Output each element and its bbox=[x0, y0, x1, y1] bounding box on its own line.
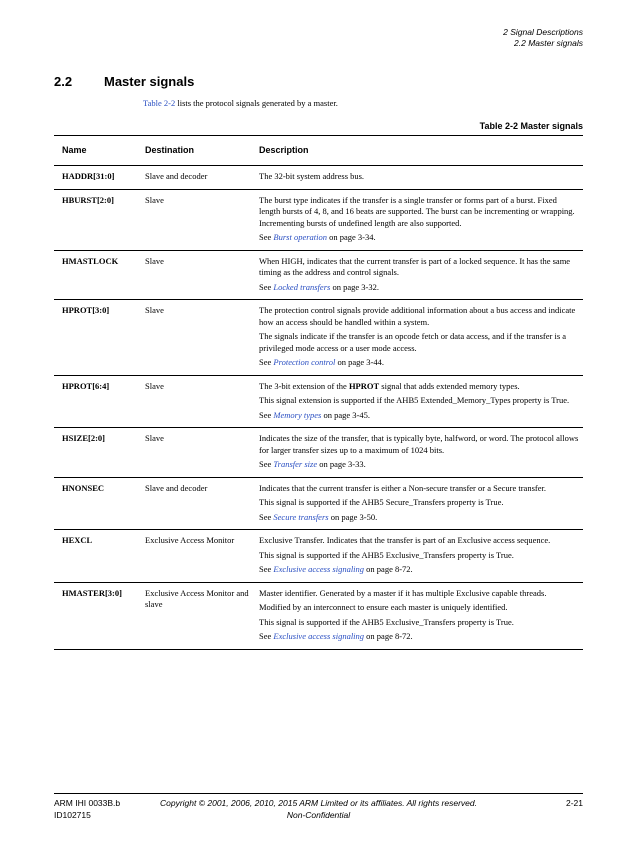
signal-description bbox=[259, 256, 583, 294]
cross-reference-link[interactable]: Protection control bbox=[273, 357, 336, 367]
header-section: 2.2 Master signals bbox=[514, 38, 583, 48]
page-reference: on page 3-44. bbox=[335, 357, 384, 367]
confidentiality-label: Non-Confidential bbox=[286, 809, 351, 820]
description-paragraph bbox=[259, 232, 579, 244]
see-prefix: See bbox=[259, 631, 274, 641]
description-paragraph: When HIGH, indicates that the current transfer is part of a locked sequence. It has the same timing as the address and control signals. bbox=[259, 255, 571, 277]
description-paragraph bbox=[259, 459, 579, 471]
page-footer bbox=[54, 793, 583, 820]
description-paragraph: This signal is supported if the AHB5 Exclusive_Transfers property is True. bbox=[259, 549, 514, 560]
description-paragraph: Indicates that the current transfer is either a Non-secure transfer or a Secure transfer. bbox=[259, 482, 546, 493]
table-row bbox=[54, 376, 583, 429]
description-paragraph: The signals indicate if the transfer is an opcode fetch or data access, and if the transfer is a privileged mode access or a user mode access. bbox=[259, 331, 567, 353]
description-paragraph bbox=[259, 410, 579, 422]
page-reference: on page 3-34. bbox=[327, 232, 376, 242]
see-prefix: See bbox=[259, 232, 274, 242]
signal-description bbox=[259, 588, 583, 643]
table-header-row bbox=[54, 135, 583, 166]
description-paragraph: This signal is supported if the AHB5 Secure_Transfers property is True. bbox=[259, 497, 504, 507]
description-paragraph: The 32-bit system address bus. bbox=[259, 171, 365, 181]
signal-destination: Exclusive Access Monitor bbox=[145, 535, 235, 545]
description-paragraph: Indicates the size of the transfer, that is typically byte, halfword, or word. The protocol allows for larger transfer sizes up to a maximum of 1024 bits. bbox=[259, 433, 579, 455]
table-row bbox=[54, 251, 583, 301]
signal-destination: Slave bbox=[145, 433, 164, 443]
signal-name: HEXCL bbox=[62, 535, 93, 545]
copyright-notice: Copyright © 2001, 2006, 2010, 2015 ARM Limited or its affiliates. All rights reserved. bbox=[160, 798, 477, 808]
table-ref-link[interactable]: Table 2-2 bbox=[143, 98, 176, 108]
table-row bbox=[54, 166, 583, 190]
table-row bbox=[54, 300, 583, 376]
signal-destination: Slave bbox=[145, 380, 164, 391]
page-reference: on page 3-50. bbox=[328, 511, 378, 522]
description-paragraph bbox=[259, 512, 579, 524]
cross-reference-link[interactable]: Locked transfers bbox=[273, 281, 331, 292]
see-prefix: See bbox=[259, 409, 274, 420]
see-prefix: See bbox=[259, 511, 274, 522]
column-header-destination: Destination bbox=[145, 144, 195, 155]
signal-destination: Exclusive Access Monitor and slave bbox=[145, 587, 249, 609]
description-paragraph: The burst type indicates if the transfer is a single transfer or forms part of a burst. Fixed length bursts of 4, 8, and 16 beats are supported. The burst can be incrementing or wrapping. Incrementing bursts of undefined length are also supported. bbox=[259, 194, 575, 228]
page-reference: on page 8-72. bbox=[364, 564, 413, 574]
signal-name: HMASTER[3:0] bbox=[62, 587, 122, 598]
table-row bbox=[54, 583, 583, 650]
cross-reference-link[interactable]: Exclusive access signaling bbox=[273, 631, 365, 641]
signal-name: HPROT[3:0] bbox=[62, 305, 110, 315]
header-chapter: 2 Signal Descriptions bbox=[503, 27, 583, 37]
table-row bbox=[54, 428, 583, 478]
signal-description bbox=[259, 195, 583, 244]
signal-destination: Slave bbox=[145, 305, 164, 315]
column-header-name: Name bbox=[62, 144, 87, 155]
description-paragraph bbox=[259, 357, 579, 369]
page-reference: on page 8-72. bbox=[364, 631, 413, 641]
section-title: Master signals bbox=[104, 74, 195, 89]
table-row bbox=[54, 190, 583, 251]
signal-description bbox=[259, 433, 583, 471]
description-paragraph bbox=[259, 564, 579, 576]
table-body bbox=[54, 166, 583, 650]
page-number: 2-21 bbox=[565, 798, 583, 808]
signal-mention: HPROT bbox=[348, 380, 380, 391]
cross-reference-link[interactable]: Burst operation bbox=[273, 232, 328, 242]
signal-destination: Slave and decoder bbox=[145, 482, 208, 493]
signal-name: HNONSEC bbox=[62, 482, 105, 493]
table-row bbox=[54, 530, 583, 583]
signal-destination: Slave bbox=[145, 255, 164, 266]
cross-reference-link[interactable]: Exclusive access signaling bbox=[273, 564, 365, 574]
cross-reference-link[interactable]: Secure transfers bbox=[273, 511, 329, 522]
signal-description bbox=[259, 483, 583, 524]
cross-reference-link[interactable]: Transfer size bbox=[273, 459, 318, 469]
signal-name: HMASTLOCK bbox=[62, 255, 119, 266]
description-paragraph: Modified by an interconnect to ensure each master is uniquely identified. bbox=[259, 602, 508, 612]
running-header bbox=[503, 27, 583, 49]
column-header-description: Description bbox=[259, 144, 309, 155]
description-paragraph: The protection control signals provide additional information about a bus access and indicate how an access should be handled within a system. bbox=[259, 305, 576, 327]
section-heading bbox=[54, 74, 194, 89]
description-paragraph: Master identifier. Generated by a master if it has multiple Exclusive capable threads. bbox=[259, 587, 547, 598]
see-prefix: See bbox=[259, 564, 274, 574]
signal-destination: Slave bbox=[145, 194, 164, 205]
see-prefix: See bbox=[259, 459, 274, 469]
signal-name: HADDR[31:0] bbox=[62, 171, 115, 181]
signal-description bbox=[259, 305, 583, 369]
document-id: ARM IHI 0033B.b bbox=[54, 798, 121, 808]
intro-paragraph bbox=[143, 98, 338, 108]
description-paragraph bbox=[259, 631, 579, 643]
description-text: signal that adds extended memory types. bbox=[379, 380, 520, 391]
master-signals-table bbox=[54, 135, 583, 650]
signal-destination: Slave and decoder bbox=[145, 171, 208, 181]
signal-name: HBURST[2:0] bbox=[62, 194, 114, 205]
document-id-code: ID102715 bbox=[54, 809, 91, 820]
footer-center bbox=[54, 798, 583, 821]
intro-text: lists the protocol signals generated by a master. bbox=[175, 98, 338, 108]
description-paragraph: This signal extension is supported if the AHB5 Extended_Memory_Types property is True. bbox=[259, 395, 570, 405]
section-number: 2.2 bbox=[54, 74, 73, 89]
see-prefix: See bbox=[259, 281, 274, 292]
see-prefix: See bbox=[259, 357, 274, 367]
description-paragraph bbox=[259, 381, 579, 393]
signal-name: HSIZE[2:0] bbox=[62, 433, 105, 443]
description-paragraph bbox=[259, 282, 579, 294]
signal-description bbox=[259, 171, 583, 183]
signal-description bbox=[259, 535, 583, 576]
page-reference: on page 3-45. bbox=[321, 409, 370, 420]
table-caption: Table 2-2 Master signals bbox=[479, 121, 583, 131]
description-paragraph: This signal is supported if the AHB5 Exclusive_Transfers property is True. bbox=[259, 616, 514, 627]
page-reference: on page 3-33. bbox=[317, 459, 366, 469]
signal-description bbox=[259, 381, 583, 422]
cross-reference-link[interactable]: Memory types bbox=[273, 409, 322, 420]
page-reference: on page 3-32. bbox=[330, 281, 379, 292]
description-paragraph: Exclusive Transfer. Indicates that the transfer is part of an Exclusive access sequence. bbox=[259, 535, 551, 545]
table-row bbox=[54, 478, 583, 531]
signal-name: HPROT[6:4] bbox=[62, 380, 110, 391]
description-text: The 3-bit extension of the bbox=[259, 380, 349, 391]
